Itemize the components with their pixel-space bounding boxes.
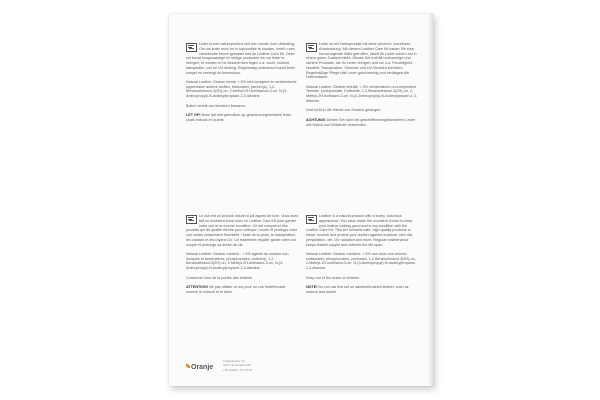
text-block-french <box>186 214 299 299</box>
flag-fr-icon <box>186 215 197 224</box>
warning-en: Do not use this set on sanded/brushed leather, such as nubuck and suede. <box>306 285 409 294</box>
flag-en-icon <box>306 215 317 224</box>
intro-nl: Leder is een natuurproduct met een mooie, luxe uitstraling. Om uw leder mooi en in topconditie te houden, heeft u een uitstekende keuze gemaakt met de Leather Care Kit. Deze set bevat hoogwaardige en veilige producten om uw leder te reinigen, te voeden en te beschermen tegen o.a. vocht, huidvet, transpiratie, vuil en UV-straling. Regelmatig onderhoud houdt leder soepel en verlengt de levensduur. <box>186 42 296 75</box>
warning-label-nl: LET OP! <box>186 113 201 118</box>
address-line-1: Lekkerkerker 19 <box>223 359 245 363</box>
brand-logo <box>186 364 213 371</box>
leaf-icon <box>186 364 190 368</box>
brand-name: Oranje <box>191 364 214 371</box>
warning-label-fr: ATTENTION! <box>186 285 209 290</box>
warning-label-en: NOTE! <box>306 285 318 290</box>
address-line-3: +31 (0)184 - 67 00 00 <box>223 367 252 372</box>
warning-nl: Deze set niet gebruiken op geschuurd/geborsteld leder, zoals nubuck en suède. <box>186 113 292 122</box>
flag-nl-icon <box>186 43 197 52</box>
children-warning-en: Keep out of the reach of children. <box>306 275 361 280</box>
intro-fr: Le cuir est un produit naturel à joli aspect de luxe. Vous avez fait un excellent choix avec ce Leather Care Kit pour garder votre cuir et en bonne condition. Ce set comprend des produits qui de qualité élevée pour nettoyer, nourrir et protéger votre cuir contre notamment l'humidité, l'huile de la peau, la transpiration, les crasses et les rayons UV. Un traitement régulier garde votre cuir souple et prolonge sa durée de vie. <box>186 214 299 247</box>
text-block-dutch <box>186 42 299 127</box>
ingredients-en: Natural Leather Cleaner contains: < 5% non-ionic and anionic surfactants, phosphonates, perfumes, 1,2-Benzisothiazol-3(2H)-on, 2-Methyl-2H-isothiazol-3-on, N-(3-Aminopropyl)-N-dodecylpropane-1,3-diamine. <box>306 251 417 271</box>
box-side-edge <box>429 14 433 386</box>
intro-en: Leather is a natural product with a lovely, luxurious appearance. You have made the excellent choice to keep your leather looking good and in top condition with the Leather Care Kit. This set contains safe, high-quality products to clean, nourish and protect your leather against moisture, skin oils, perspiration, dirt, UV radiation and more. Regular maintenance keeps leather supple and extends the life span. <box>306 214 414 247</box>
warning-fr: Ne pas utiliser ce set pour du cuir frotté/brossé, comme le nubuck et le daim. <box>186 285 287 294</box>
children-warning-de: Darf nicht in die Hände von Kindern gelangen. <box>306 108 382 113</box>
address-line-2: 3371 LE Hardinxveld <box>223 363 251 368</box>
children-warning-nl: Buiten bereik van kinderen bewaren. <box>186 103 246 108</box>
ingredients-nl: Natural Leather Cleaner bevat: < 5% niet-ionogene en amfoterische oppervlakte actieve stoffen, fosfonaten, parfum(s), 1,2-Benzisothiazool-3(2H)-on, 2-Methyl-2H-isothiazool-3-on, N-(3-Aminopropyl)-N-dodecylpropaan-1,3-diamine. <box>186 79 297 99</box>
warning-label-de: ACHTUNG! <box>306 117 326 122</box>
intro-de: Leder ist ein Naturprodukt mit einer schönen, luxuriösen Ausstrahlung. Mit diesem Leather Care Kit haben Sie eine hervorragende Wahl getroffen, damit Ihr Leder schön und in einem guten Zustand bleibt. Dieses Set enthält hochwertige und sichere Produkte, die Ihr Leder reinigen und vor u.a. Feuchtigkeit, Hautfett, Transpiration, Schmutz und UV-Strahlen schützen. Regelmäßige Pflege hält Leder geschmeidig und verlängert die Lebensdauer. <box>306 42 417 80</box>
product-box-back <box>169 14 433 386</box>
flag-de-icon <box>306 43 317 52</box>
company-address <box>223 359 252 372</box>
text-block-german <box>306 42 419 132</box>
children-warning-fr: Conserver hors de la portée des enfants. <box>186 275 253 280</box>
text-block-english <box>306 214 419 299</box>
warning-de: Dieses Set nicht bei geschliffenem/gebürstetem Leder wie Nubuk und Wildleder verwenden. <box>306 117 415 127</box>
ingredients-de: Natural Leather Cleaner enthält: < 5% nichtionische und amphotere Tenside, phosphonate, Duftstoffe, 1,2-Benzisothiazol-3(2H)-on, 2-Methyl-2H-isothiazol-3-on, N-(3-Aminopropyl)-N-dodecylpropan-1,3-diamine. <box>306 84 418 103</box>
ingredients-fr: Natural Leather Cleaner contient : < 5% agents de surface non-ioniques et amphotères, phosphonates, parfums), 1,2-Benzisothiazol-3(2H)-on, 2-Methyl-2H-isothiazol-3-on, N-(3-Aminopropyl)-N-dodecylpropane-1,3-diamine. <box>186 251 290 271</box>
box-footer <box>186 358 421 388</box>
